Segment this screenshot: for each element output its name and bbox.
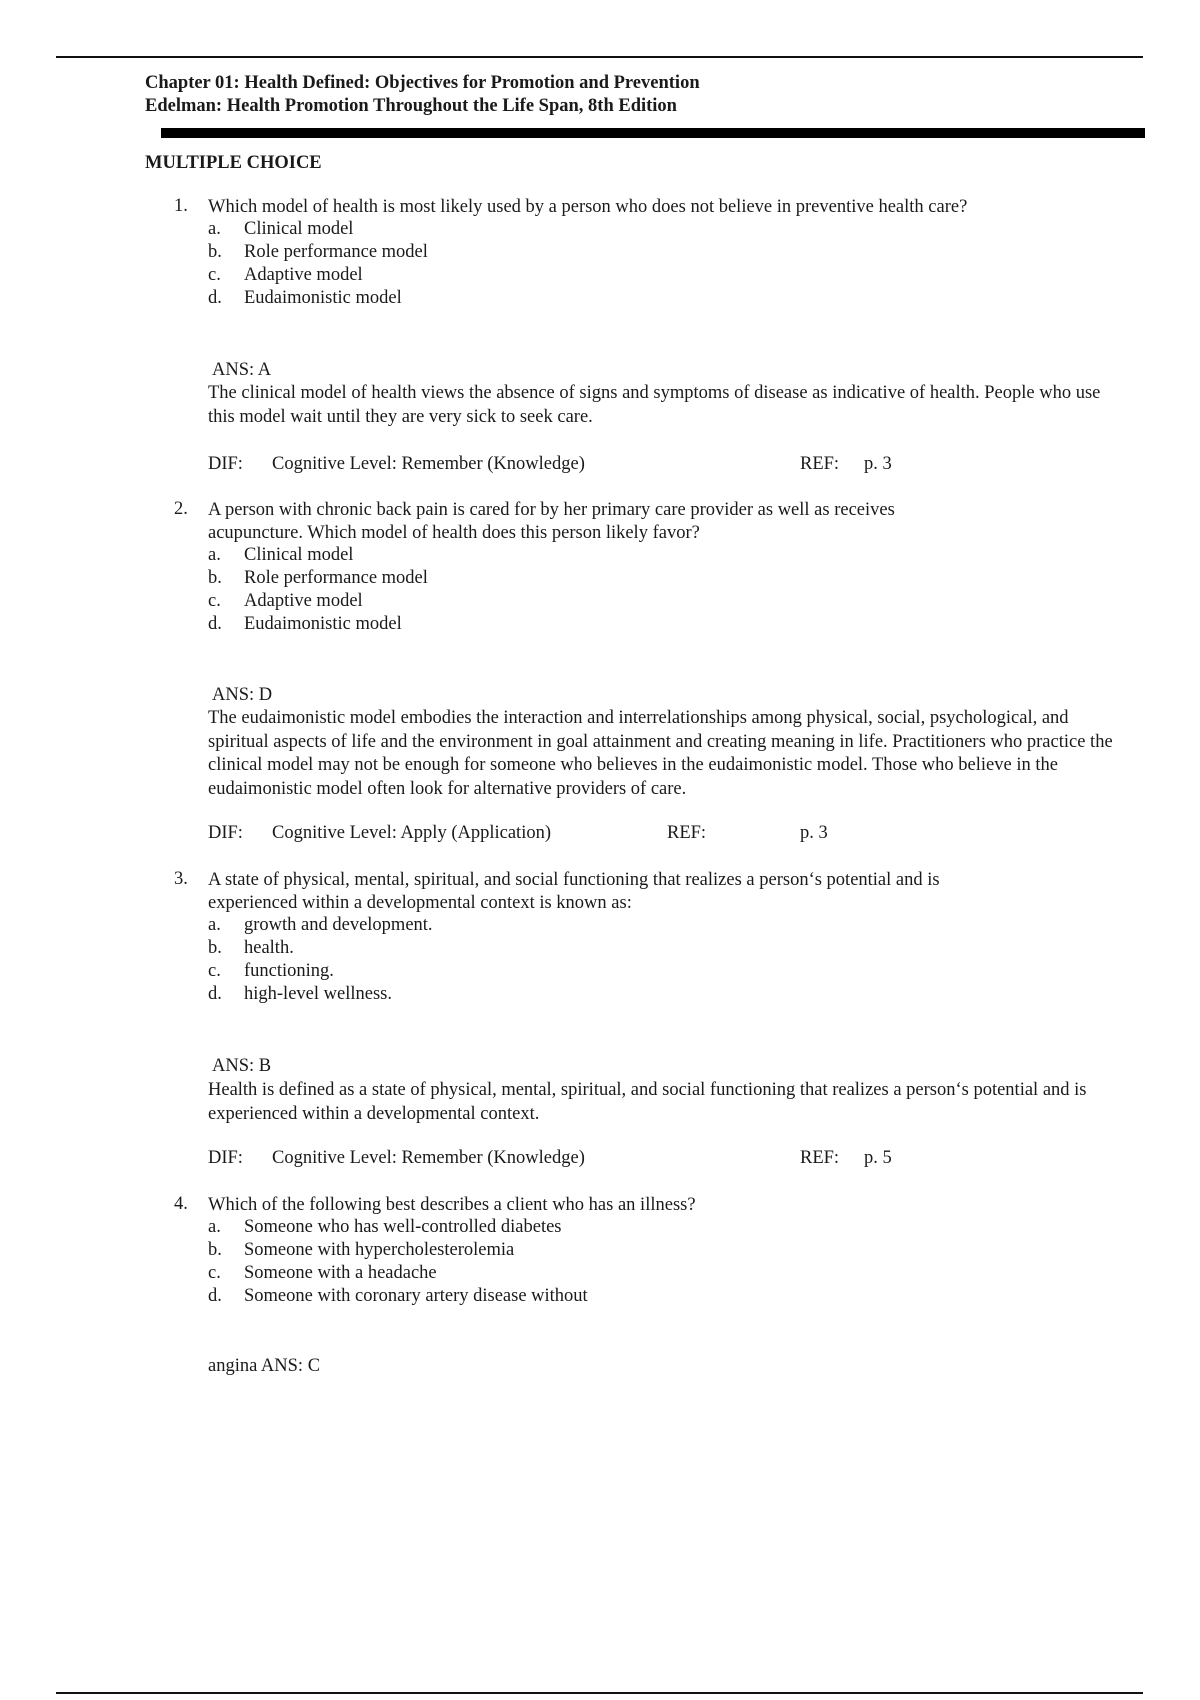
ref-value: p. 5: [864, 1148, 892, 1168]
option-text: Clinical model: [244, 545, 354, 565]
ref-label: REF:: [667, 823, 707, 843]
dif-label: DIF:: [208, 1148, 243, 1168]
option-letter: b.: [208, 938, 222, 958]
option-letter: b.: [208, 242, 222, 262]
option-text: high-level wellness.: [244, 984, 392, 1004]
answer-key: angina ANS: C: [208, 1356, 321, 1376]
option-letter: b.: [208, 1240, 222, 1260]
option-text: Clinical model: [244, 219, 354, 239]
question-text: Which model of health is most likely used by a person who does not believe in preventive health care?: [208, 197, 968, 217]
question-number: 2.: [174, 499, 188, 519]
option-text: Role performance model: [244, 242, 428, 262]
question-text: A state of physical, mental, spiritual, and social functioning that realizes a person‘s potential and is: [208, 870, 940, 890]
ref-value: p. 3: [800, 823, 828, 843]
option-text: Eudaimonistic model: [244, 614, 402, 634]
option-letter: d.: [208, 288, 222, 308]
chapter-title: Chapter 01: Health Defined: Objectives for Promotion and Prevention: [145, 73, 700, 93]
option-text: Someone with hypercholesterolemia: [244, 1240, 515, 1260]
question-text: experienced within a developmental context is known as:: [208, 893, 632, 913]
option-text: growth and development.: [244, 915, 433, 935]
document-header: [145, 72, 700, 118]
bottom-rule: [56, 1692, 1143, 1694]
option-letter: a.: [208, 219, 221, 239]
option-text: Someone who has well-controlled diabetes: [244, 1217, 562, 1237]
dif-value: Cognitive Level: Remember (Knowledge): [272, 454, 585, 474]
option-text: functioning.: [244, 961, 334, 981]
option-letter: d.: [208, 984, 222, 1004]
option-letter: c.: [208, 265, 221, 285]
option-text: Role performance model: [244, 568, 428, 588]
option-text: Someone with coronary artery disease without: [244, 1286, 588, 1306]
option-letter: a.: [208, 545, 221, 565]
dif-value: Cognitive Level: Apply (Application): [272, 823, 551, 843]
option-text: Adaptive model: [244, 591, 363, 611]
question-number: 1.: [174, 196, 188, 216]
section-title: MULTIPLE CHOICE: [145, 153, 322, 173]
option-letter: a.: [208, 1217, 221, 1237]
option-text: Someone with a headache: [244, 1263, 437, 1283]
option-letter: c.: [208, 961, 221, 981]
answer-key: ANS: B: [212, 1056, 272, 1076]
option-letter: d.: [208, 614, 222, 634]
dif-label: DIF:: [208, 823, 243, 843]
option-text: Eudaimonistic model: [244, 288, 402, 308]
header-divider: [161, 128, 1145, 138]
rationale-text: The eudaimonistic model embodies the interaction and interrelationships among physical, social, psychological, and spiritual aspects of life and the environment in goal attainment and creating meaning in life. Practitioners who practice the clinical model may not be enough for someone who believes in the eudaimonistic model. Those who believe in the eudaimonistic model often look for alternative providers of care.: [208, 708, 1113, 799]
question-text: Which of the following best describes a client who has an illness?: [208, 1195, 696, 1215]
option-letter: b.: [208, 568, 222, 588]
option-letter: d.: [208, 1286, 222, 1306]
rationale-text: Health is defined as a state of physical, mental, spiritual, and social functioning that realizes a person‘s potential and is experienced within a developmental context.: [208, 1080, 1087, 1124]
ref-value: p. 3: [864, 454, 892, 474]
top-rule: [56, 56, 1143, 58]
option-letter: c.: [208, 1263, 221, 1283]
option-text: health.: [244, 938, 294, 958]
option-letter: a.: [208, 915, 221, 935]
answer-key: ANS: A: [212, 360, 272, 380]
dif-label: DIF:: [208, 454, 243, 474]
option-text: Adaptive model: [244, 265, 363, 285]
question-text: A person with chronic back pain is cared for by her primary care provider as well as receives: [208, 500, 895, 520]
ref-label: REF:: [800, 1148, 840, 1168]
option-letter: c.: [208, 591, 221, 611]
question-number: 4.: [174, 1194, 188, 1214]
question-text: acupuncture. Which model of health does this person likely favor?: [208, 523, 700, 543]
dif-value: Cognitive Level: Remember (Knowledge): [272, 1148, 585, 1168]
ref-label: REF:: [800, 454, 840, 474]
answer-key: ANS: D: [212, 685, 273, 705]
rationale-text: The clinical model of health views the absence of signs and symptoms of disease as indicative of health. People who use this model wait until they are very sick to seek care.: [208, 383, 1101, 427]
question-number: 3.: [174, 869, 188, 889]
book-title: Edelman: Health Promotion Throughout the Life Span, 8th Edition: [145, 96, 677, 116]
